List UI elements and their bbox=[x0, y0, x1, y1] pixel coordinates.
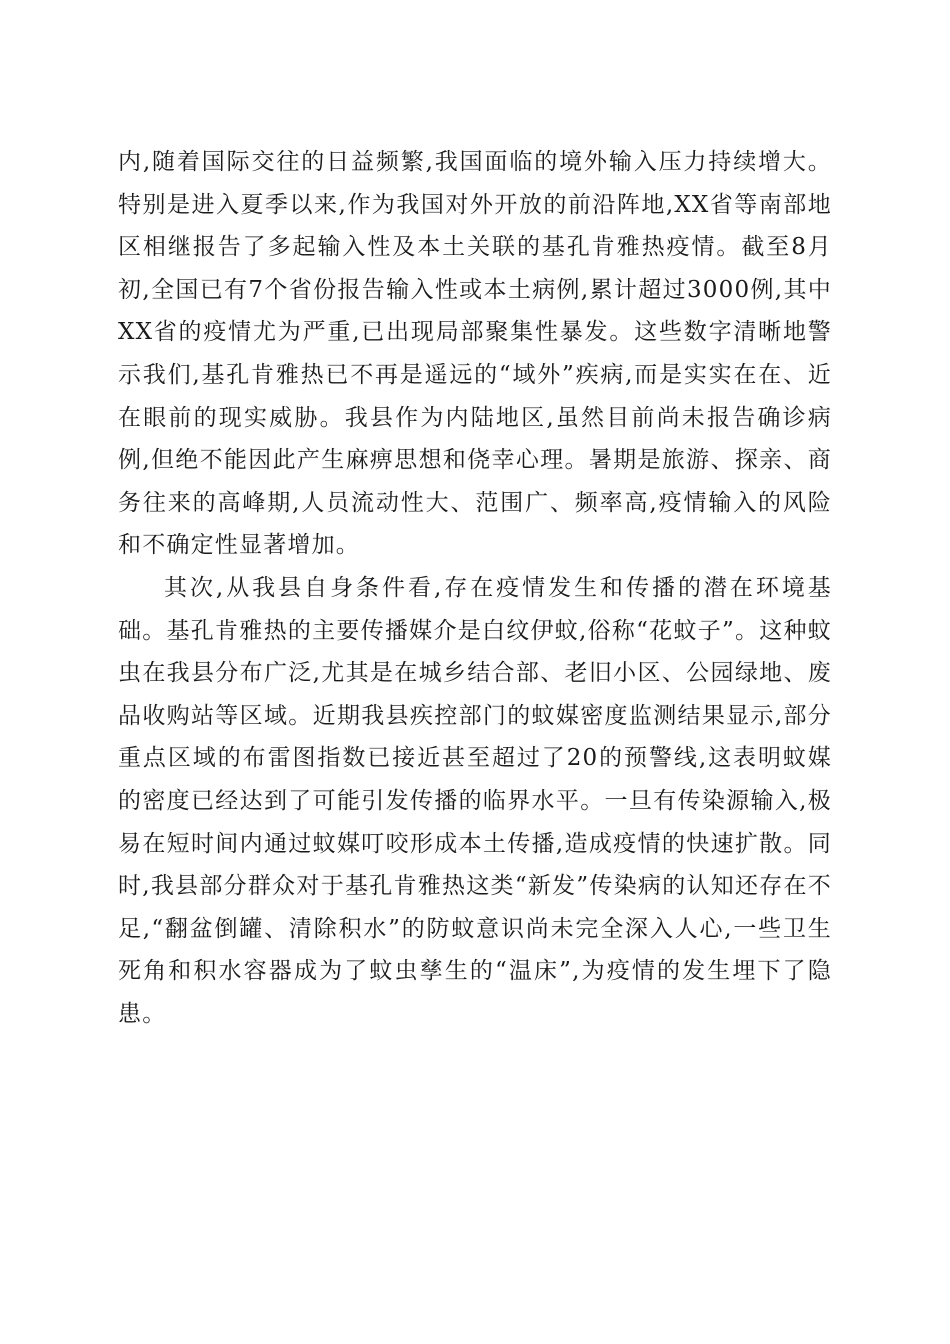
paragraph-second-point: 其次,从我县自身条件看,存在疫情发生和传播的潜在环境基础。基孔肯雅热的主要传播媒介是白纹伊蚊,俗称“花蚊子”。这种蚊虫在我县分布广泛,尤其是在城乡结合部、老旧小区、公园绿地、废品收购站等区域。近期我县疾控部门的蚊媒密度监测结果显示,部分重点区域的布雷图指数已接近甚至超过了20的预警线,这表明蚊媒的密度已经达到了可能引发传播的临界水平。一旦有传染源输入,极易在短时间内通过蚊媒叮咬形成本土传播,造成疫情的快速扩散。同时,我县部分群众对于基孔肯雅热这类“新发”传染病的认知还存在不足,“翻盆倒罐、清除积水”的防蚊意识尚未完全深入人心,一些卫生死角和积水容器成为了蚊虫孳生的“温床”,为疫情的发生埋下了隐患。 bbox=[118, 574, 832, 1027]
paragraph-continued: 内,随着国际交往的日益频繁,我国面临的境外输入压力持续增大。特别是进入夏季以来,作为我国对外开放的前沿阵地,XX省等南部地区相继报告了多起输入性及本土关联的基孔肯雅热疫情。截至8月初,全国已有7个省份报告输入性或本土病例,累计超过3000例,其中XX省的疫情尤为严重,已出现局部聚集性暴发。这些数字清晰地警示我们,基孔肯雅热已不再是遥远的“域外”疾病,而是实实在在、近在眼前的现实威胁。我县作为内陆地区,虽然目前尚未报告确诊病例,但绝不能因此产生麻痹思想和侥幸心理。暑期是旅游、探亲、商务往来的高峰期,人员流动性大、范围广、频率高,疫情输入的风险和不确定性显著增加。 bbox=[118, 149, 832, 559]
document-body bbox=[118, 141, 832, 1035]
